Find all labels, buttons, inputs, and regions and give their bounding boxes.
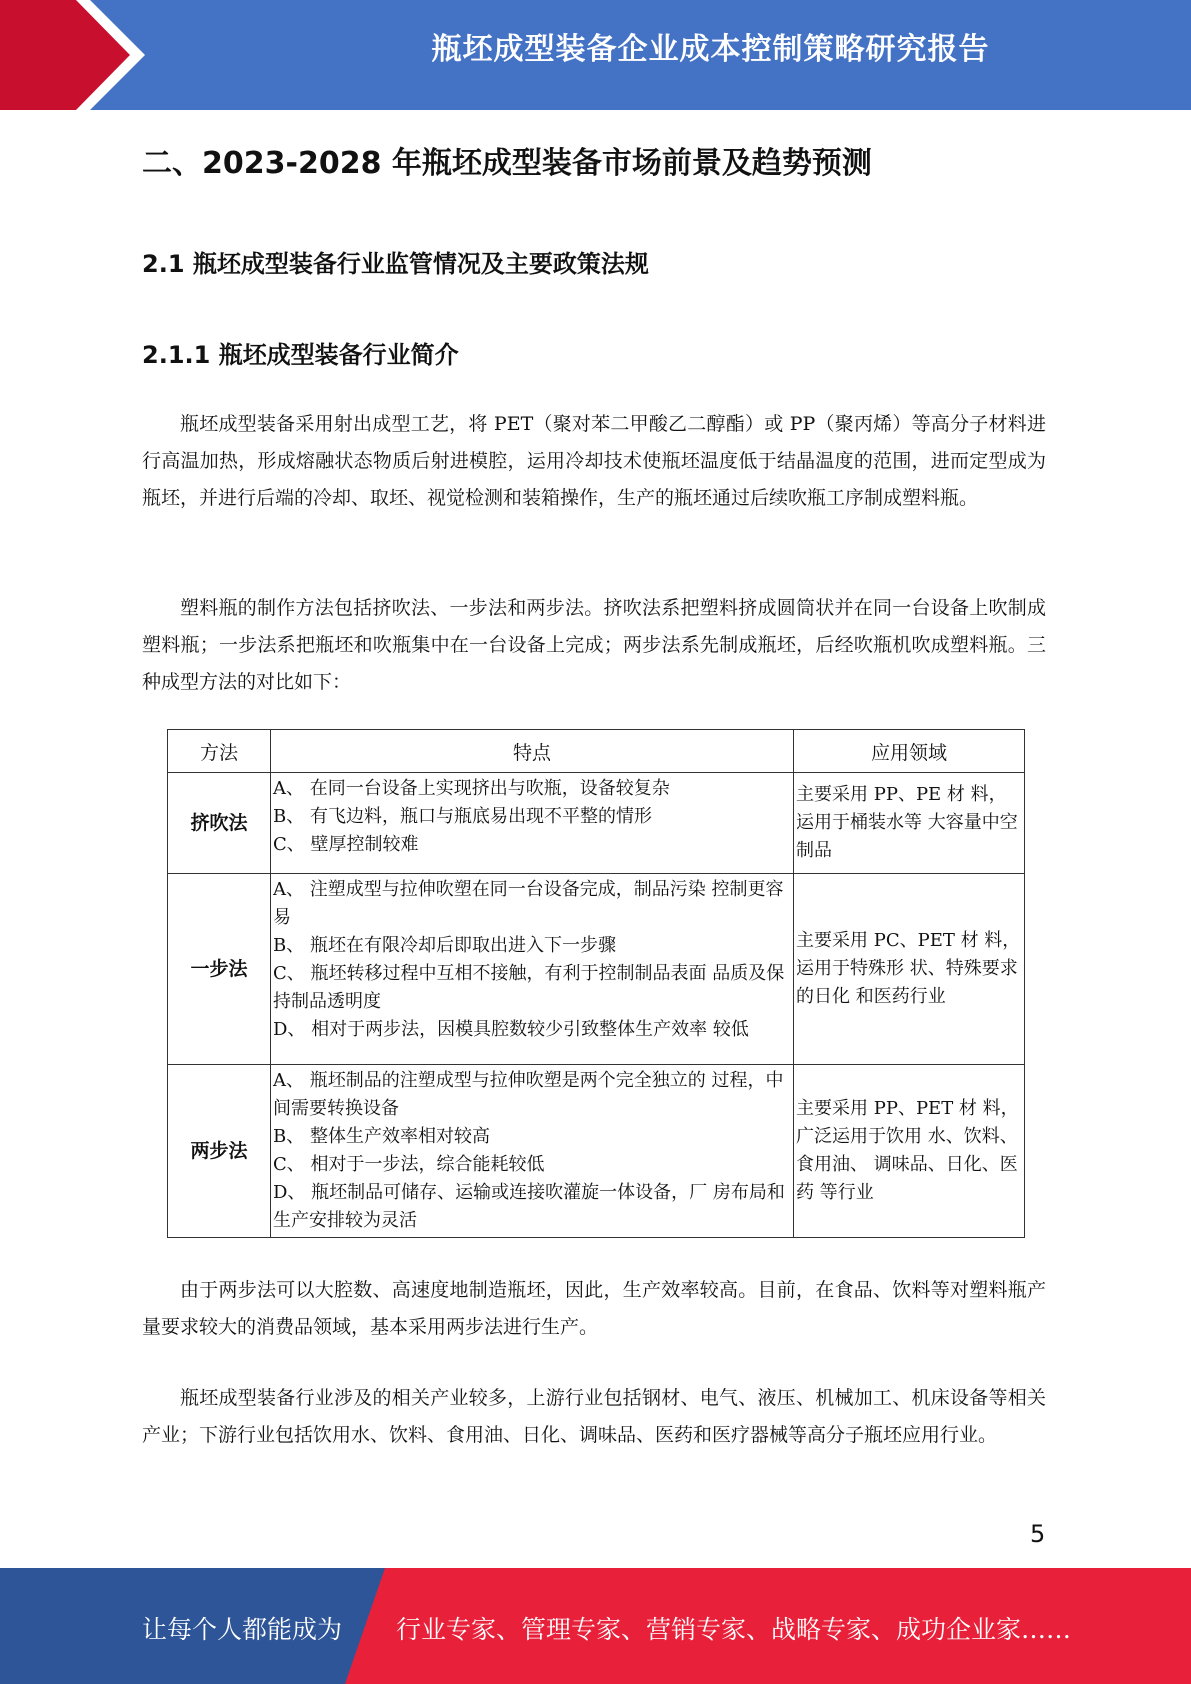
paragraph-two-step: 由于两步法可以大腔数、高速度地制造瓶坯，因此，生产效率较高。目前，在食品、饮料等对塑料瓶产量要求较大的消费品领域，基本采用两步法进行生产。 (142, 1279, 1046, 1338)
page-number: 5 (1030, 1520, 1046, 1548)
page-header (0, 0, 1191, 110)
method-cell: 一步法 (168, 874, 271, 1065)
paragraph-intro: 瓶坯成型装备采用射出成型工艺，将 PET（聚对苯二甲酸乙二醇酯）或 PP（聚丙烯）等高分子材料进行高温加热，形成熔融状态物质后射进模腔，运用冷却技术使瓶坯温度低于结晶温度的范围，进而定型成为瓶坯，并进行后端的冷却、取坯、视觉检测和装箱操作，生产的瓶坯通过后续吹瓶工序制成塑料瓶。 (142, 413, 1046, 509)
feature-item: D、 瓶坯制品可储存、运输或连接吹灌旋一体设备，厂 房布局和生产安排较为灵活 (273, 1182, 785, 1231)
features-cell (271, 773, 794, 874)
section-heading: 二、2023-2028 年瓶坯成型装备市场前景及趋势预测 (142, 146, 872, 181)
footer-slogan-left: 让每个人都能成为 (142, 1615, 343, 1644)
method-cell: 挤吹法 (168, 773, 271, 874)
application-cell: 主要采用 PP、PE 材 料，运用于桶装水等 大容量中空制品 (794, 773, 1025, 874)
subsection-heading: 2.1 瓶坯成型装备行业监管情况及主要政策法规 (142, 250, 649, 278)
application-cell: 主要采用 PP、PET 材 料，广泛运用于饮用 水、饮料、食用油、 调味品、日化、医药 等行业 (794, 1065, 1025, 1238)
methods-comparison-table (167, 729, 1025, 1238)
feature-item: A、 注塑成型与拉伸吹塑在同一台设备完成，制品污染 控制更容易 (273, 879, 784, 928)
feature-item: D、 相对于两步法，因模具腔数较少引致整体生产效率 较低 (273, 1019, 749, 1040)
sub-subsection-heading: 2.1.1 瓶坯成型装备行业简介 (142, 341, 459, 369)
feature-item: C、 瓶坯转移过程中互相不接触，有利于控制制品表面 品质及保持制品透明度 (273, 963, 785, 1012)
features-cell (271, 874, 794, 1065)
column-header-features: 特点 (271, 730, 794, 773)
feature-item: B、 整体生产效率相对较高 (273, 1126, 490, 1147)
features-cell (271, 1065, 794, 1238)
table-row (168, 773, 1025, 874)
feature-item: C、 相对于一步法，综合能耗较低 (273, 1154, 545, 1175)
feature-item: C、 壁厚控制较难 (273, 834, 419, 855)
table-row (168, 874, 1025, 1065)
report-title: 瓶坯成型装备企业成本控制策略研究报告 (431, 32, 990, 67)
method-cell: 两步法 (168, 1065, 271, 1238)
column-header-application: 应用领域 (794, 730, 1025, 773)
feature-item: B、 瓶坯在有限冷却后即取出进入下一步骤 (273, 935, 616, 956)
column-header-method: 方法 (168, 730, 271, 773)
application-cell: 主要采用 PC、PET 材 料，运用于特殊形 状、特殊要求的日化 和医药行业 (794, 874, 1025, 1065)
feature-item: B、 有飞边料，瓶口与瓶底易出现不平整的情形 (273, 806, 652, 827)
feature-item: A、 瓶坯制品的注塑成型与拉伸吹塑是两个完全独立的 过程，中间需要转换设备 (273, 1070, 784, 1119)
table-row (168, 1065, 1025, 1238)
footer-slogan-right: 行业专家、管理专家、营销专家、战略专家、成功企业家…… (396, 1615, 1072, 1644)
paragraph-industry-chain: 瓶坯成型装备行业涉及的相关产业较多，上游行业包括钢材、电气、液压、机械加工、机床设备等相关产业；下游行业包括饮用水、饮料、食用油、日化、调味品、医药和医疗器械等高分子瓶坯应用行业。 (142, 1387, 1046, 1446)
feature-item: A、 在同一台设备上实现挤出与吹瓶，设备较复杂 (273, 778, 670, 799)
paragraph-methods: 塑料瓶的制作方法包括挤吹法、一步法和两步法。挤吹法系把塑料挤成圆筒状并在同一台设备上吹制成塑料瓶；一步法系把瓶坯和吹瓶集中在一台设备上完成；两步法系先制成瓶坯，后经吹瓶机吹成塑料瓶。三种成型方法的对比如下： (142, 597, 1046, 693)
table-header-row (168, 730, 1025, 773)
